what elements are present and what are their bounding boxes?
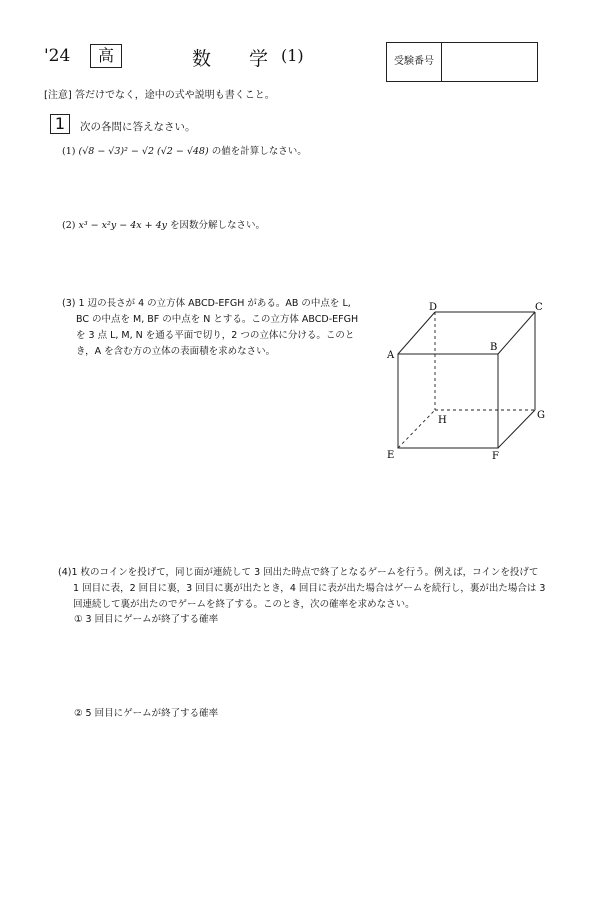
problem-3-line-4: き，A を含む方の立体の表面積を求めなさい。 <box>76 346 276 357</box>
vertex-label-e: E <box>387 450 395 461</box>
vertex-label-d: D <box>429 302 438 313</box>
problem-1 <box>62 144 307 160</box>
exam-number-label: 受験番号 <box>387 43 442 81</box>
notice-text: [注意] 答だけでなく，途中の式や説明も書くこと。 <box>44 90 275 101</box>
problem-4-line-2: 1 回目に表，2 回目に裏，3 回目に裏が出たとき，4 回目に表が出た場合はゲームを続行し，裏が出た場合は 3 <box>73 583 546 594</box>
problem-4-line-1: 1 枚のコインを投げて，同じ面が連続して 3 回出た時点で終了となるゲームを行う。例えば，コインを投げて <box>71 567 539 578</box>
vertex-label-a: A <box>387 350 395 361</box>
problem-2-expression: x³ − x²y − 4x + 4y <box>78 220 168 231</box>
vertex-label-c: C <box>535 302 543 313</box>
problem-3-line-3: を 3 点 L, M, N を通る平面で切り，2 つの立体に分ける。このと <box>76 330 355 341</box>
problem-3-line-2: BC の中点を M, BF の中点を N とする。この立方体 ABCD-EFGH <box>76 314 359 325</box>
exam-year: '24 <box>44 46 71 66</box>
exam-number-field[interactable] <box>442 43 537 81</box>
cube-front-face <box>398 354 498 448</box>
page-number: (1) <box>281 46 304 65</box>
cube-edge-fg <box>498 410 535 448</box>
cube-figure <box>380 296 560 466</box>
problem-1-expression: (√8 − √3)² − √2 (√2 − √48) <box>78 146 209 157</box>
problem-2-label: (2) <box>62 220 76 231</box>
subject-title: 数 学 <box>192 48 285 70</box>
vertex-label-b: B <box>490 342 498 353</box>
problem-1-label: (1) <box>62 146 76 157</box>
problem-2 <box>62 218 265 234</box>
problem-2-text: を因数分解しなさい。 <box>170 220 266 231</box>
cube-edge-ad <box>398 312 435 354</box>
question-number-box: 1 <box>50 114 70 134</box>
problem-4-line-3: 回連続して裏が出たのでゲームを終了する。このとき，次の確率を求めなさい。 <box>73 599 415 610</box>
problem-4-sub-1: ① 3 回目にゲームが終了する確率 <box>74 614 219 625</box>
problem-3 <box>62 296 372 360</box>
problem-4-sub-2: ② 5 回目にゲームが終了する確率 <box>74 708 219 719</box>
vertex-label-f: F <box>492 451 499 462</box>
problem-3-line-1: 1 辺の長さが 4 の立方体 ABCD-EFGH がある。AB の中点を L, <box>78 298 351 309</box>
problem-4 <box>58 565 558 613</box>
exam-number-box <box>386 42 538 82</box>
problem-3-label: (3) <box>62 298 76 309</box>
problem-4-label: (4) <box>58 567 72 578</box>
vertex-label-h: H <box>438 415 447 426</box>
question-instruction: 次の各問に答えなさい。 <box>80 121 196 133</box>
cube-edge-bc <box>498 312 535 354</box>
cube-edge-eh-hidden <box>398 410 435 448</box>
school-level-box: 高 <box>90 44 122 68</box>
problem-1-text: の値を計算しなさい。 <box>211 146 307 157</box>
vertex-label-g: G <box>537 410 545 421</box>
